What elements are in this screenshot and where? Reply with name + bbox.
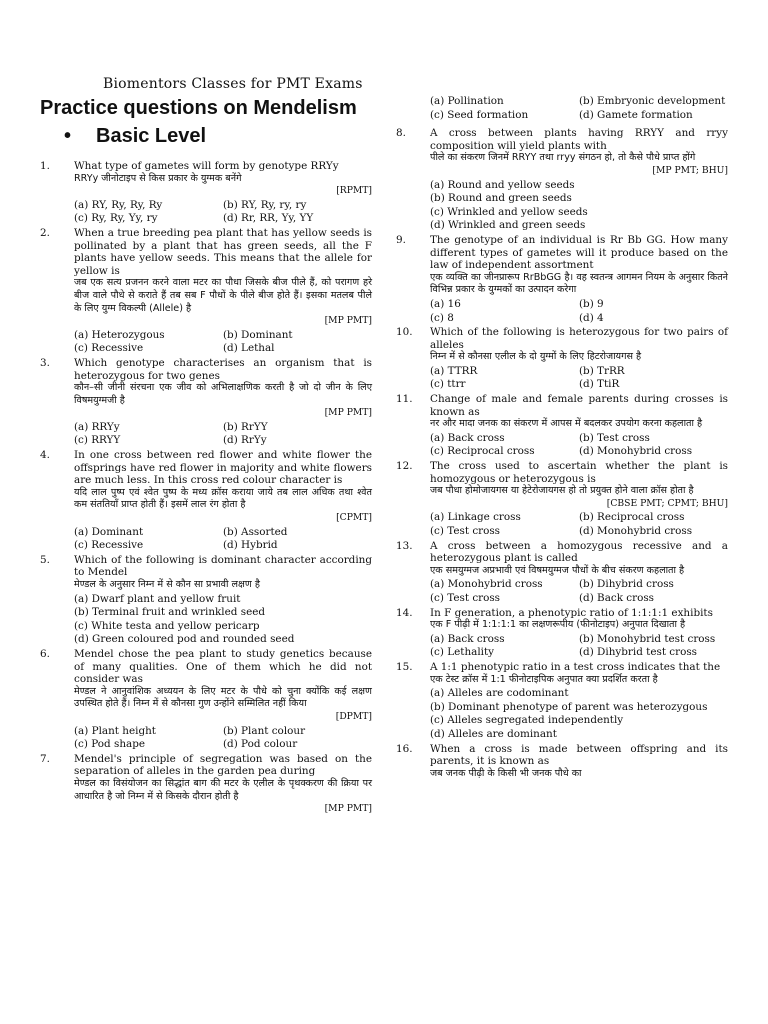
page-title: Practice questions on Mendelism [40,97,357,119]
exam-reference: [MP PMT] [324,407,372,419]
question-number: 6. [40,647,50,660]
question-item [396,661,728,741]
option-item: (c) Ry, Ry, Yy, ry [74,212,158,225]
options-list [430,511,728,537]
question-7-options [396,95,728,121]
question-number: 14. [396,606,413,619]
question-item [396,540,728,605]
question-hindi-text: जब पौधा होमोजायगस या हेटेरोजायगस हो तो प्रयुक्त होने वाला क्रॉस होता है [430,485,694,497]
question-hindi-text: मेण्डल के अनुसार निम्न में से कौन सा प्रभावी लक्षण है [74,579,261,590]
options-list [74,421,372,447]
options-list [430,578,728,604]
options-list [74,199,372,225]
option-item: (d) TtiR [579,378,620,391]
option-item: (a) Pollination [430,95,504,107]
exam-reference: [MP PMT] [324,803,372,815]
question-item [396,607,728,659]
question-text: Which of the following is dominant character according to Mendel [74,553,372,579]
option-item: (c) ttrr [430,378,466,391]
option-item: (b) RY, Ry, ry, ry [223,198,307,211]
option-item: (a) RRYy [74,420,120,433]
options-list [74,526,372,552]
option-item: (a) Alleles are codominant [430,687,569,700]
question-hindi-text: एक समयुग्मज अप्रभावी एवं विषमयुग्मज पौधों के बीच संकरण कहलाता है [430,564,685,576]
bullet-icon: • [64,125,72,147]
option-item: (d) Lethal [223,342,275,355]
option-item: (d) Monohybrid cross [579,445,693,458]
options-list [430,298,728,324]
option-item: (b) Test cross [579,431,650,444]
question-text: When a true breeding pea plant that has yellow seeds is pollinated by a plant that has green seeds, all the F plants have yellow seeds. This means that the allele for yellow is [74,226,372,277]
question-text: When a cross is made between offspring and its parents, it is known as [430,742,728,768]
options-list [74,725,372,751]
option-item: (b) Dominant phenotype of parent was heterozygous [430,700,708,713]
question-item [40,227,372,355]
exam-reference: [CPMT] [336,512,372,524]
question-text: What type of gametes will form by genotype RRYy [74,160,339,172]
question-text: Which genotype characterises an organism that is heterozygous for two genes [74,356,372,382]
question-item [40,357,372,447]
option-item: (c) Recessive [74,342,144,355]
option-item: (c) Test cross [430,525,501,537]
question-number: 1. [40,160,50,172]
option-item: (d) Hybrid [223,539,278,552]
question-text: Mendel's principle of segregation was based on the separation of alleles in the garden pea during [74,752,372,778]
question-hindi-text: पीले का संकरण जिनमें RRYY तथा rryy संगठन हो, तो कैसे पौधे प्राप्त होंगे [430,152,696,164]
option-item: (c) Pod shape [74,738,146,751]
option-item: (b) 9 [579,297,604,310]
question-item [40,753,372,816]
option-item: (b) Plant colour [223,724,306,737]
question-text: Which of the following is heterozygous for two pairs of alleles [430,326,728,351]
option-item: (c) 8 [430,311,454,324]
option-item: (c) Reciprocal cross [430,445,535,458]
question-hindi-text: RRYy जीनोटाइप से किस प्रकार के युग्मक बनेंगे [74,172,242,184]
options-list [430,179,728,232]
option-item: (b) Assorted [223,525,288,538]
option-item: (b) Reciprocal cross [579,511,685,524]
options-list [430,365,728,391]
question-item [40,160,372,225]
option-item: (b) RrYY [223,420,268,433]
option-item: (a) 16 [430,297,461,310]
question-number: 10. [396,326,413,339]
option-item: (d) Alleles are dominant [430,727,557,740]
question-item [40,554,372,646]
exam-reference: [MP PMT] [324,315,372,327]
option-item: (d) Green coloured pod and rounded seed [74,633,295,646]
question-item [396,326,728,391]
option-item: (b) Dihybrid cross [579,578,674,591]
options-list [430,633,728,659]
question-item [40,449,372,552]
exam-reference: [DPMT] [335,710,372,722]
question-item [396,743,728,781]
question-hindi-text: एक टेस्ट क्रॉस में 1:1 फीनोटाइपिक अनुपात क्या प्रदर्शित करता है [430,673,658,685]
page-header: Biomentors Classes for PMT Exams [103,76,363,92]
question-hindi-text: मेण्डल का विसंयोजन का सिद्धांत बाग की मटर के एलील के पृथक्करण की क्रिया पर आधारित है जो निम्न में से किसके दौरान होती है [74,777,372,802]
question-number: 12. [396,460,413,473]
question-hindi-text: जब एक सत्य प्रजनन करने वाला मटर का पौधा जिसके बीज पीले हैं, को परागण हरे बीज वाले पौधे से कराते हैं तब सब F पौधों के पीले बीज होते हैं। इसका मतलब पीले के लिए युग्म विकल्पी (Allele) है [74,277,372,314]
option-item: (d) Dihybrid test cross [579,646,698,659]
question-number: 8. [396,127,406,140]
question-item [396,127,728,232]
option-item: (c) Seed formation [430,108,529,121]
section-subtitle [64,125,206,148]
option-item: (b) Terminal fruit and wrinkled seed [74,606,266,619]
question-item [40,648,372,751]
option-item: (a) Dominant [74,525,144,538]
option-item: (d) Rr, RR, Yy, YY [223,212,314,225]
question-hindi-text: यदि लाल पुष्प एवं श्वेत पुष्प के मध्य क्रॉस कराया जाये तब लाल अधिक तथा श्वेत कम संततियाँ प्राप्त होती हैं। इसमें लाल रंग होता है [74,486,372,511]
option-item: (d) 4 [579,311,604,324]
option-item: (b) TrRR [579,364,625,377]
option-item: (a) Round and yellow seeds [430,178,575,191]
option-item: (b) Round and green seeds [430,192,572,205]
options-list [430,687,728,740]
question-hindi-text: जब जनक पीढ़ी के किसी भी जनक पौधे का [430,767,582,779]
question-number: 15. [396,660,413,673]
question-text: Mendel chose the pea plant to study genetics because of many qualities. One of them which he did not consider was [74,647,372,686]
question-text: Change of male and female parents during crosses is known as [430,393,728,418]
option-item: (a) Monohybrid cross [430,578,543,591]
question-item [396,460,728,538]
question-number: 7. [40,752,50,765]
option-item: (b) Dominant [223,328,293,341]
subtitle-text: Basic Level [96,125,207,147]
question-number: 16. [396,742,413,755]
question-text: In one cross between red flower and white flower the offsprings have red flower in majority and white flowers are much less. In this cross red colour character is [74,449,372,487]
question-hindi-text: मेण्डल ने आनुवांशिक अध्ययन के लिए मटर के पौधे को चुना क्योंकि कई लक्षण उपस्थित होते हैं। निम्न में से कौनसा गुण उन्होंने सम्मिलित नहीं किया [74,685,372,710]
option-item: (c) Alleles segregated independently [430,714,624,727]
question-number: 11. [396,393,413,406]
question-number: 13. [396,539,413,552]
option-item: (c) White testa and yellow pericarp [74,619,260,632]
question-item [396,393,728,458]
question-number: 3. [40,356,50,369]
question-text: The genotype of an individual is Rr Bb GG. How many different types of gametes will it produce based on the law of independent assortment [430,233,728,272]
option-item: (a) Plant height [74,724,156,737]
options-list [430,432,728,458]
question-number: 4. [40,449,50,462]
option-item: (b) Monohybrid test cross [579,632,716,645]
option-item: (d) Gamete formation [579,108,693,121]
exam-reference: [MP PMT; BHU] [652,164,728,176]
options-list [74,329,372,355]
question-number: 5. [40,553,50,566]
right-column [396,95,728,782]
left-column [40,160,372,818]
option-item: (c) RRYY [74,434,121,447]
options-list [74,593,372,646]
option-item: (d) Back cross [579,591,655,604]
question-hindi-text: एक F पीढ़ी में 1:1:1:1 का लक्षणरूपीय (फीनोटाइप) अनुपात दिखाता है [430,619,686,631]
exam-reference: [RPMT] [336,185,372,197]
option-item: (a) Back cross [430,431,505,444]
option-item: (d) Monohybrid cross [579,525,693,537]
question-hindi-text: कौन–सी जीनी संरचना एक जीव को अभिलाक्षणिक करती है जो दो जीन के लिए विषमयुग्मजी है [74,382,372,406]
question-text: A cross between plants having RRYY and rryy composition will yield plants with [430,127,728,152]
question-item [396,234,728,324]
option-item: (c) Lethality [430,646,495,659]
option-item: (b) Embryonic development [579,95,726,107]
question-number: 9. [396,233,406,246]
option-item: (d) Wrinkled and green seeds [430,219,586,232]
question-text: In F generation, a phenotypic ratio of 1:1:1:1 exhibits [430,606,713,619]
option-item: (c) Wrinkled and yellow seeds [430,205,588,218]
option-item: (a) Linkage cross [430,511,521,524]
option-item: (d) RrYy [223,434,267,447]
question-number: 2. [40,226,50,239]
option-item: (c) Recessive [74,539,144,552]
question-text: The cross used to ascertain whether the plant is homozygous or heterozygous is [430,460,728,485]
question-text: A 1:1 phenotypic ratio in a test cross indicates that the [430,660,721,673]
question-hindi-text: नर और मादा जनक का संकरण में आपस में बदलकर उपयोग करना कहलाता है [430,418,703,430]
option-item: (c) Test cross [430,591,501,604]
option-item: (a) Heterozygous [74,328,165,341]
option-item: (a) TTRR [430,364,478,377]
question-hindi-text: निम्न में से कौनसा एलील के दो युग्मों के लिए हिटरोजायगस है [430,351,642,363]
option-item: (a) Back cross [430,632,505,645]
exam-reference: [CBSE PMT; CPMT; BHU] [606,497,728,509]
option-item: (a) Dwarf plant and yellow fruit [74,592,241,605]
option-item: (d) Pod colour [223,738,298,751]
question-text: A cross between a homozygous recessive and a heterozygous plant is called [430,539,728,565]
question-hindi-text: एक व्यक्ति का जीनप्रारूप RrBbGG है। वह स्वतन्त्र आगमन नियम के अनुसार कितने विभिन्न प्रकार के युग्मकों का उत्पादन करेगा [430,271,728,296]
option-item: (a) RY, Ry, Ry, Ry [74,198,163,211]
